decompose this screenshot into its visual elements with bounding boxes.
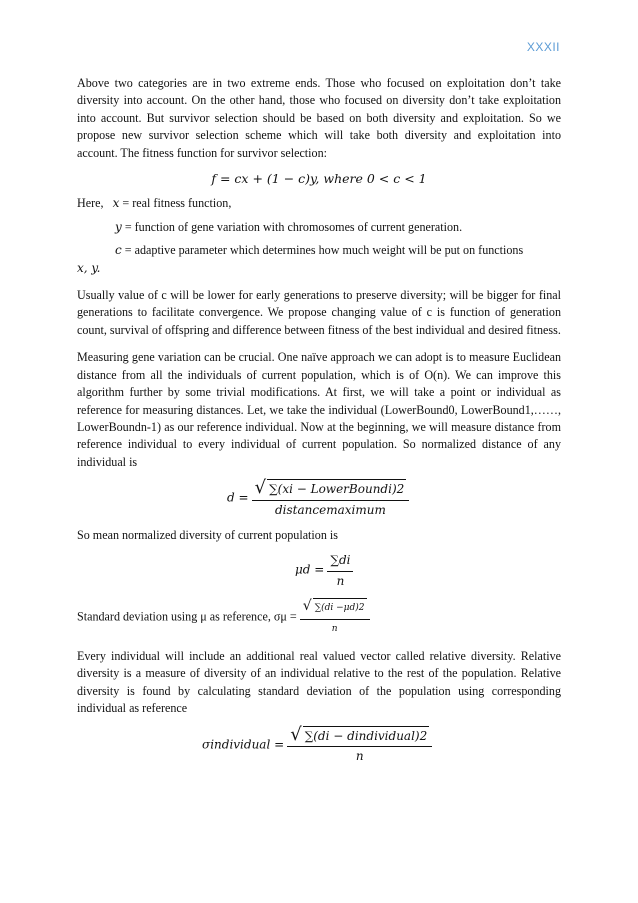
here-label: Here,: [77, 196, 104, 211]
individual-lhs: σindividual =: [202, 737, 285, 752]
page-number: XXXII: [526, 40, 560, 54]
definition-c-tail: [77, 260, 561, 277]
c-symbol: c: [115, 243, 122, 258]
distance-numerator: ∑(xi − LowerBoundi)2: [267, 479, 406, 498]
mean-numerator: ∑di: [327, 552, 353, 571]
paragraph-relative-diversity: Every individual will include an additional real valued vector called relative diversity. Relative diversity is a measure of diversity of an individual relative to the rest of the population. Relative diversity is found by calculating standard deviation of the population using corresponding individual as reference: [77, 648, 561, 716]
distance-equation: [227, 479, 561, 519]
distance-lhs: d =: [227, 490, 249, 505]
stddev-denominator: n: [331, 623, 338, 634]
mean-fraction: [327, 552, 353, 590]
x-symbol: x: [112, 196, 120, 211]
fitness-equation: f = cx + (1 − c)y, where 0 < c < 1: [211, 171, 427, 187]
definition-x: [77, 195, 561, 212]
c-definition: = adaptive parameter which determines how much weight will be put on functions: [124, 243, 524, 258]
document-body: [77, 75, 561, 773]
x-definition: = real fitness function,: [122, 196, 232, 211]
definition-y: [77, 219, 561, 236]
mean-equation: [295, 552, 561, 590]
mean-denominator: n: [336, 573, 345, 588]
paragraph-gene-variation: Measuring gene variation can be crucial. One naïve approach we can adopt is to measure Euclidean distance from all the individuals of current population, which is of O(n). We can improve this algorithm further by some trivial modifications. At first, we will take a point or individual as reference for measuring distances. Let, we take the individual (LowerBound0, LowerBound1,……, LowerBoundn-1) as our reference individual. Now at the beginning, we will measure distance from reference individual to every individual of current population. So normalized distance of any individual is: [77, 350, 561, 469]
y-definition: = function of gene variation with chromosomes of current generation.: [124, 219, 463, 234]
paragraph-mean: So mean normalized diversity of current population is: [77, 527, 338, 542]
definition-c: [77, 242, 561, 259]
xy-symbols: x, y.: [77, 260, 101, 275]
individual-denominator: n: [355, 749, 364, 763]
distance-denominator: distancemaximum: [275, 502, 386, 517]
paragraph-intro: Above two categories are in two extreme ends. Those who focused on exploitation don’t take diversity into account. On the other hand, those who focused on diversity don’t take exploitation into account. But survivor selection should be based on both diversity and exploitation. So we propose new survivor selection scheme which will take both diversity and exploitation into account. The fitness function for survivor selection:: [77, 76, 561, 160]
mean-lhs: μd =: [295, 563, 325, 578]
y-symbol: y: [115, 219, 122, 234]
individual-fraction: $\frac{\text{√ ∑(di − dindividual)2}}{n}$: [287, 726, 432, 766]
stddev-fraction: $\frac{√ \sum(di -\mu d)2}{n}$: [300, 598, 370, 638]
distance-fraction: $\frac{\text{√ ∑(xi − LowerBoundi)2}}{\text{distancemaximum}}$: [252, 479, 410, 519]
individual-numerator: ∑(di − dindividual)2: [303, 726, 430, 745]
individual-equation: [202, 723, 561, 766]
paragraph-adaptive: Usually value of c will be lower for early generations to preserve diversity; will be bigger for final generations to facilitate convergence. We propose changing value of c is function of generation count, survival of offspring and difference between fitness of the best individual and desired fitness.: [77, 288, 561, 337]
stddev-text: Standard deviation using μ as reference, σμ =: [77, 609, 297, 624]
paragraph-stddev: [77, 598, 561, 638]
stddev-numerator: ∑(di −μd)2: [313, 598, 367, 617]
